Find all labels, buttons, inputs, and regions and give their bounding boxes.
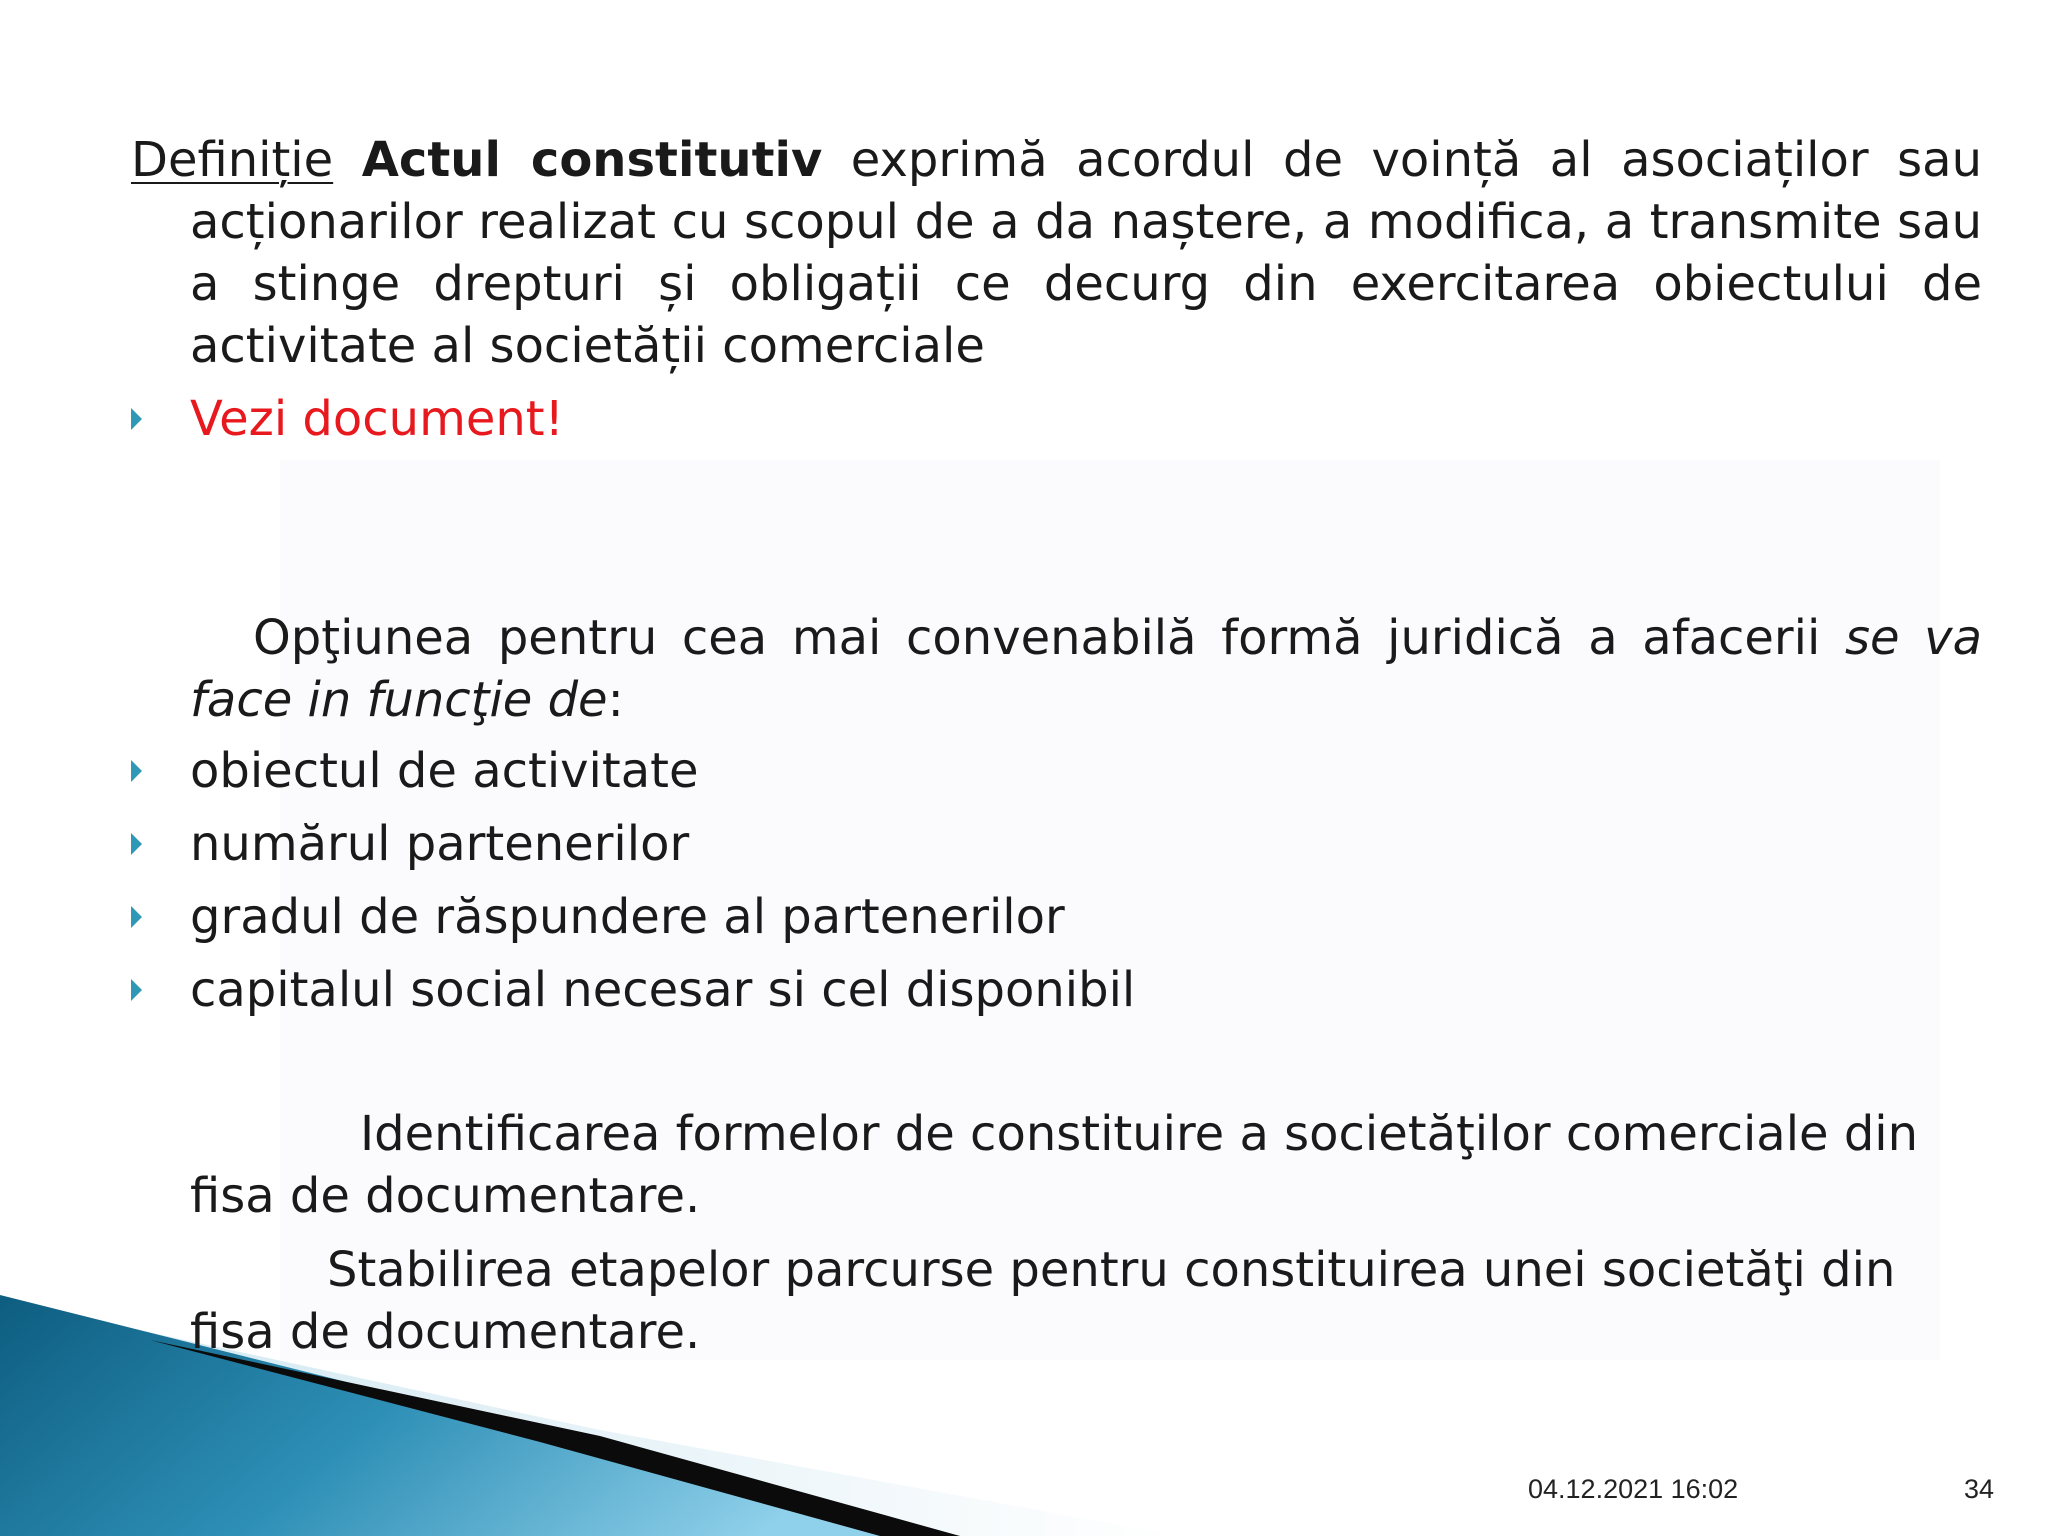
bullet-arrow-icon xyxy=(131,833,142,855)
definition-label: Definiție xyxy=(131,132,334,188)
bullet-arrow-icon xyxy=(131,760,142,782)
bullet-arrow-icon xyxy=(131,979,142,1001)
bullet-arrow-icon xyxy=(131,906,142,928)
criteria-text: gradul de răspundere al partenerilor xyxy=(190,889,1065,945)
footer-date: 04.12.2021 16:02 xyxy=(1528,1474,1739,1504)
criteria-text: numărul partenerilor xyxy=(190,816,690,872)
definition-text: exprimă acordul de voință al asociaților sau acționarilor realizat cu scopul de a da naștere, a modifica, a transmite sau a stinge drepturi și obligații ce decurg din exercitarea obiectului de activitate al societății comerciale xyxy=(190,132,1983,374)
option-suffix: : xyxy=(607,672,624,728)
definition-term: Actul constitutiv xyxy=(361,132,823,188)
vezi-document-link[interactable]: Vezi document! xyxy=(190,391,564,447)
criteria-text: obiectul de activitate xyxy=(190,743,699,799)
task-paragraph: Stabilirea etapelor parcurse pentru constituirea unei societăţi din fisa de documentare. xyxy=(190,1242,1896,1360)
bullet-arrow-icon xyxy=(131,408,142,430)
option-paragraph xyxy=(131,607,1982,731)
definition-paragraph xyxy=(131,129,1982,377)
option-italic: se va face in funcţie de xyxy=(190,610,1983,728)
criteria-text: capitalul social necesar si cel disponibil xyxy=(190,962,1136,1018)
page-number: 34 xyxy=(1964,1474,1995,1504)
task-paragraph: Identificarea formelor de constituire a societăţilor comerciale din fisa de documentare. xyxy=(190,1106,1919,1224)
option-text: Opţiunea pentru cea mai convenabilă formă juridică a afacerii xyxy=(253,610,1845,666)
